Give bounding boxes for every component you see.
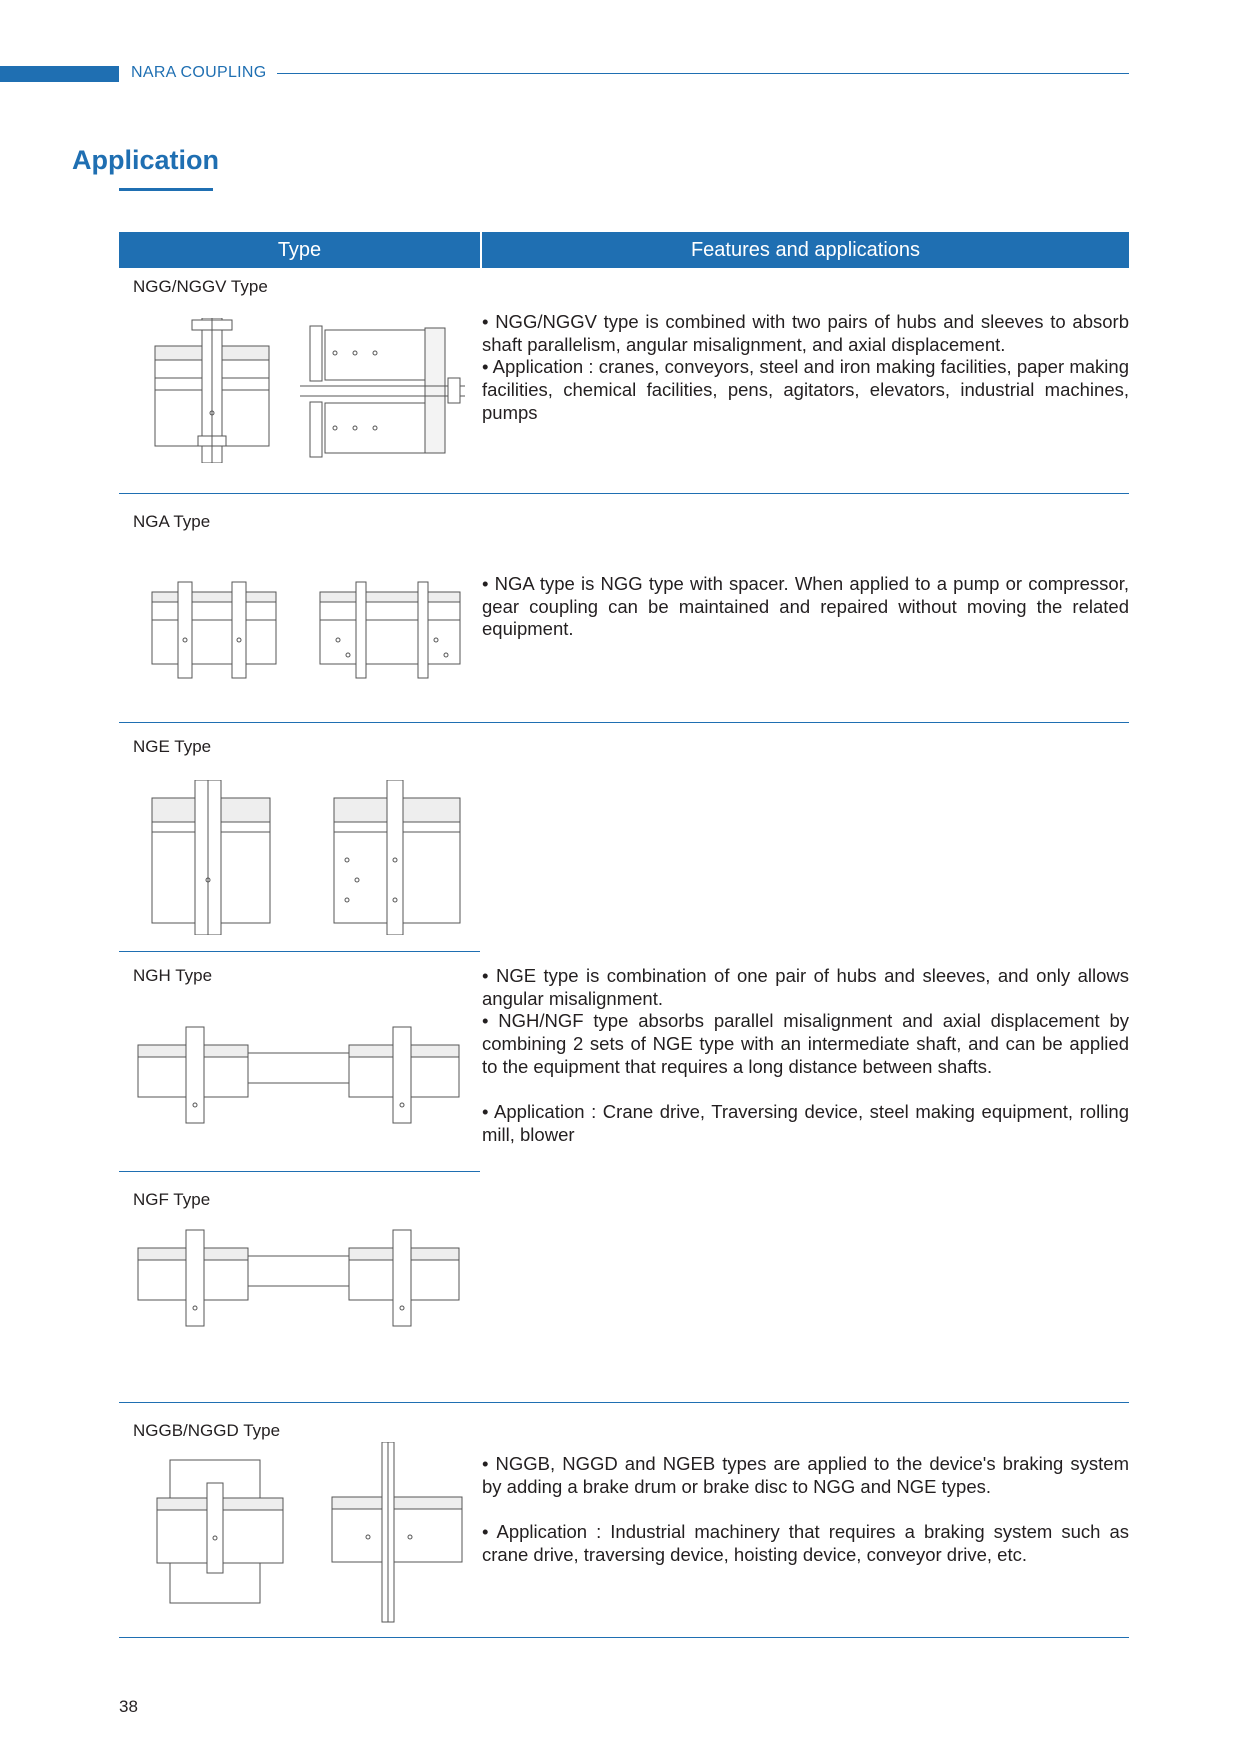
header-accent-bar: [0, 66, 119, 82]
type-label-nge: NGE Type: [133, 737, 212, 756]
nggd-coupling-drawing: [330, 1442, 465, 1624]
row-divider: [119, 1171, 480, 1172]
row-divider: [119, 1402, 1129, 1403]
column-header-features: Features and applications: [482, 232, 1129, 268]
page-number: 38: [119, 1697, 138, 1716]
nggv-coupling-drawing: [300, 318, 465, 463]
description-nggb: [482, 1453, 1129, 1567]
header-rule: [277, 73, 1129, 74]
spacer: [482, 1079, 1129, 1102]
row-divider: [119, 951, 480, 952]
feature-ngg-1: • NGG/NGGV type is combined with two pairs of hubs and sleeves to absorb shaft parallelism, angular misalignment, and axial displacement.: [482, 311, 1129, 355]
column-header-type: Type: [119, 232, 480, 268]
spacer: [482, 1498, 1129, 1521]
type-label-nga: NGA Type: [133, 512, 211, 531]
feature-nggb-2: • Application : Industrial machinery that requires a braking system such as crane drive, traversing device, hoisting device, conveyor drive, etc.: [482, 1521, 1129, 1565]
ngg-coupling-drawing: [150, 318, 275, 463]
feature-ngg-2: • Application : cranes, conveyors, steel and iron making facilities, paper making facilities, chemical facilities, pens, agitators, elevators, industrial machines, pumps: [482, 356, 1129, 423]
nge-coupling-drawing: [150, 780, 272, 935]
description-nga: [482, 573, 1129, 641]
header-brand: NARA COUPLING: [131, 64, 267, 81]
feature-nggb-1: • NGGB, NGGD and NGEB types are applied to the device's braking system by adding a brake drum or brake disc to NGG and NGE types.: [482, 1453, 1129, 1497]
feature-nga-1: • NGA type is NGG type with spacer. When applied to a pump or compressor, gear coupling can be maintained and repaired without moving the related equipment.: [482, 573, 1129, 640]
type-label-ngf: NGF Type: [133, 1190, 211, 1209]
nga-coupling-section-drawing: [318, 580, 466, 680]
description-nge-ngh-ngf: [482, 965, 1129, 1147]
type-label-ngg: NGG/NGGV Type: [133, 277, 268, 296]
feature-nge-3: • Application : Crane drive, Traversing device, steel making equipment, rolling mill, blower: [482, 1101, 1129, 1145]
type-label-nggb: NGGB/NGGD Type: [133, 1421, 281, 1440]
feature-nge-1: • NGE type is combination of one pair of hubs and sleeves, and only allows angular misalignment.: [482, 965, 1129, 1009]
section-title: Application: [72, 145, 219, 175]
table-bottom-rule: [119, 1637, 1129, 1638]
feature-nge-2: • NGH/NGF type absorbs parallel misalignment and axial displacement by combining 2 sets of NGE type with an intermediate shaft, and can be applied to the equipment that requires a long distance between shafts.: [482, 1010, 1129, 1077]
nga-coupling-drawing: [150, 580, 278, 680]
nggb-coupling-drawing: [155, 1458, 285, 1606]
row-divider: [119, 722, 1129, 723]
ngf-coupling-drawing: [136, 1228, 461, 1328]
nge-coupling-section-drawing: [332, 780, 462, 935]
row-divider: [119, 493, 1129, 494]
description-ngg: [482, 311, 1129, 425]
type-label-ngh: NGH Type: [133, 966, 213, 985]
ngh-coupling-drawing: [136, 1025, 461, 1125]
section-title-underline: [119, 188, 213, 191]
